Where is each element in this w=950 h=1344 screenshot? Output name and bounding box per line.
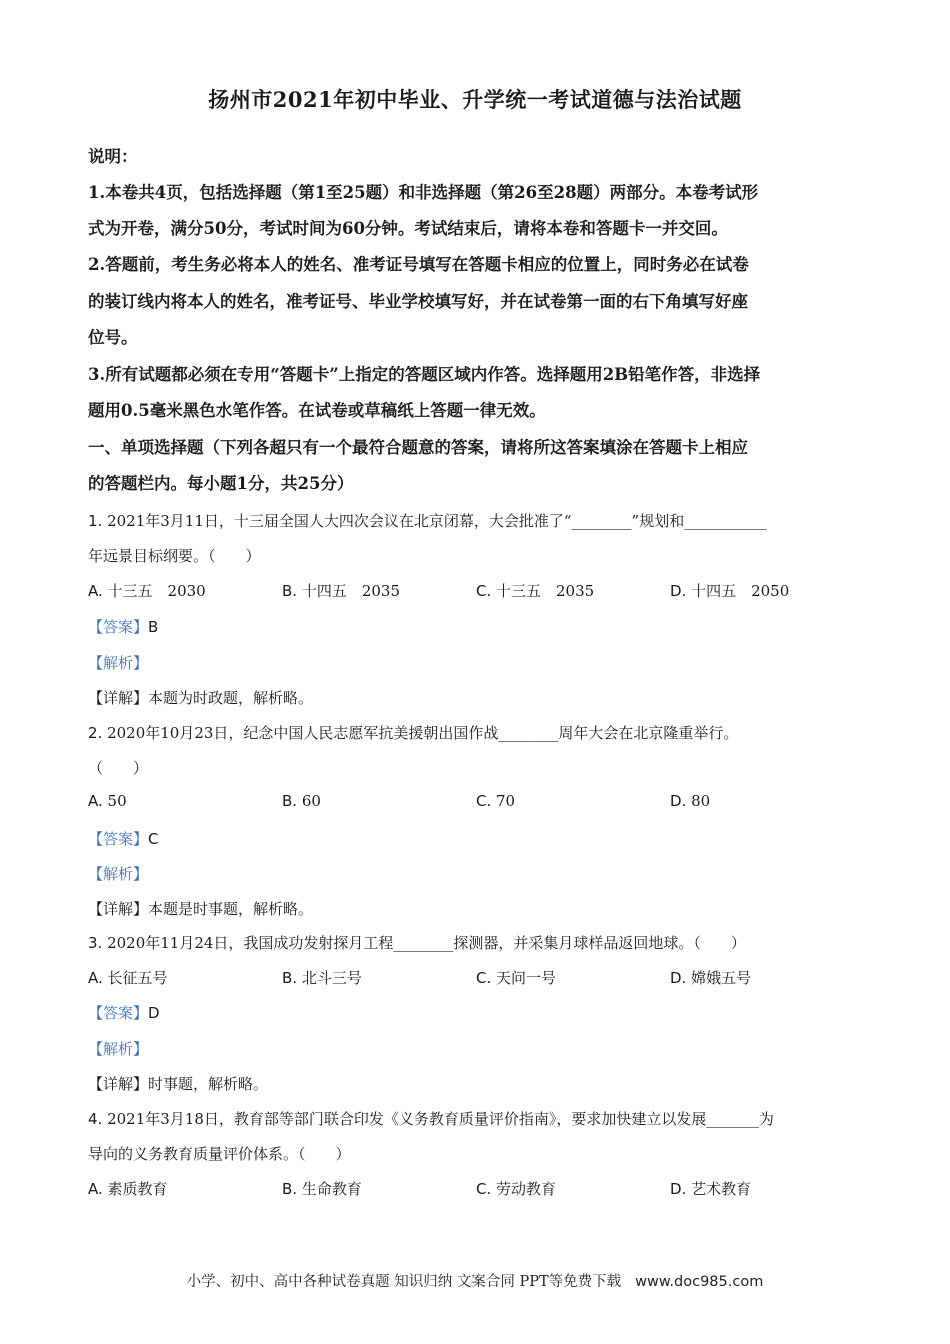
answer-label: 【答案】 (88, 1004, 149, 1022)
question-2-stem (88, 722, 868, 743)
question-1-stem-cont: 年远景目标纲要。（ ） (88, 547, 261, 565)
question-3-option-c: C. 天问一号 (476, 969, 557, 987)
question-text: 2021年3月11日，十三届全国人大四次会议在北京闭幕，大会批准了“________”规划和___________ (102, 512, 767, 530)
question-2-stem-cont: （ ） (88, 759, 149, 777)
question-2-detail (88, 898, 868, 919)
question-number: 2. (88, 724, 103, 742)
detail-text: 时事题，解析略。 (148, 1075, 269, 1093)
question-text: 2021年3月18日，教育部等部门联合印发《义务教育质量评价指南》，要求加快建立以发展_______为 (102, 1110, 774, 1128)
question-text: 2020年11月24日，我国成功发射探月工程________探测器，并采集月球样品返回地球。（ ） (102, 934, 746, 952)
question-3-option-a: A. 长征五号 (88, 969, 168, 987)
answer-label: 【答案】 (88, 618, 149, 636)
question-3-analysis (88, 1038, 868, 1059)
question-3-option-d: D. 嫦娥五号 (670, 969, 752, 987)
question-4-stem-cont: 导向的义务教育质量评价体系。（ ） (88, 1145, 351, 1163)
question-1-option-c: C. 十三五 2035 (476, 582, 595, 600)
detail-label: 【详解】 (88, 689, 149, 707)
instruction-line: 的装订线内将本人的姓名，准考证号、毕业学校填写好，并在试卷第一面的右下角填写好座 (88, 292, 748, 311)
question-1-option-b: B. 十四五 2035 (282, 582, 401, 600)
question-4-option-a: A. 素质教育 (88, 1180, 168, 1198)
analysis-label: 【解析】 (88, 865, 149, 883)
question-2-option-c: C. 70 (476, 792, 516, 810)
question-4-option-d: D. 艺术教育 (670, 1180, 752, 1198)
question-number: 1. (88, 512, 103, 530)
question-1-stem (88, 510, 868, 531)
question-2-option-d: D. 80 (670, 792, 711, 810)
page-footer (0, 1270, 950, 1291)
analysis-label: 【解析】 (88, 654, 149, 672)
instruction-line: 3.所有试题都必须在专用“答题卡”上指定的答题区域内作答。选择题用2B铅笔作答，非选择 (88, 365, 761, 384)
question-1-analysis (88, 652, 868, 673)
answer-value: B (148, 618, 159, 636)
question-text: 2020年10月23日，纪念中国人民志愿军抗美援朝出国作战________周年大会在北京隆重举行。 (102, 724, 739, 742)
question-number: 3. (88, 934, 103, 952)
question-1-answer (88, 616, 868, 637)
question-4-option-b: B. 生命教育 (282, 1180, 362, 1198)
detail-text: 本题是时事题，解析略。 (148, 900, 314, 918)
detail-label: 【详解】 (88, 900, 149, 918)
question-3-stem (88, 932, 868, 953)
detail-label: 【详解】 (88, 1075, 149, 1093)
section-heading: 一、单项选择题（下列各超只有一个最符合题意的答案，请将所这答案填涂在答题卡上相应 (88, 438, 748, 457)
instruction-line: 式为开卷，满分50分，考试时间为60分钟。考试结束后，请将本卷和答题卡一并交回。 (88, 219, 728, 238)
instruction-line: 题用0.5毫米黑色水笔作答。在试卷或草稿纸上答题一律无效。 (88, 401, 546, 420)
question-4-stem (88, 1108, 868, 1129)
question-2-answer (88, 828, 868, 849)
question-2-analysis (88, 863, 868, 884)
answer-value: D (148, 1004, 160, 1022)
question-3-option-b: B. 北斗三号 (282, 969, 362, 987)
answer-label: 【答案】 (88, 830, 149, 848)
page-title: 扬州市2021年初中毕业、升学统一考试道德与法治试题 (208, 87, 742, 112)
question-3-detail (88, 1073, 868, 1094)
footer-text: 小学、初中、高中各种试卷真题 知识归纳 文案合同 PPT等免费下载 (186, 1274, 622, 1290)
section-heading: 的答题栏内。每小题1分，共25分） (88, 474, 354, 493)
question-4-option-c: C. 劳动教育 (476, 1180, 557, 1198)
instruction-line: 2.答题前，考生务必将本人的姓名、准考证号填写在答题卡相应的位置上，同时务必在试卷 (88, 255, 749, 274)
question-3-answer (88, 1002, 868, 1023)
instructions-heading: 说明： (88, 147, 138, 166)
analysis-label: 【解析】 (88, 1040, 149, 1058)
question-number: 4. (88, 1110, 103, 1128)
instruction-line: 1.本卷共4页，包括选择题（第1至25题）和非选择题（第26至28题）两部分。本卷考试形 (88, 183, 759, 202)
question-2-option-b: B. 60 (282, 792, 321, 810)
question-1-option-a: A. 十三五 2030 (88, 582, 206, 600)
detail-text: 本题为时政题，解析略。 (148, 689, 314, 707)
instruction-line: 位号。 (88, 328, 138, 347)
answer-value: C (148, 830, 159, 848)
question-1-option-d: D. 十四五 2050 (670, 582, 790, 600)
question-1-detail (88, 687, 868, 708)
footer-link[interactable]: www.doc985.com (635, 1274, 764, 1290)
question-2-option-a: A. 50 (88, 792, 127, 810)
